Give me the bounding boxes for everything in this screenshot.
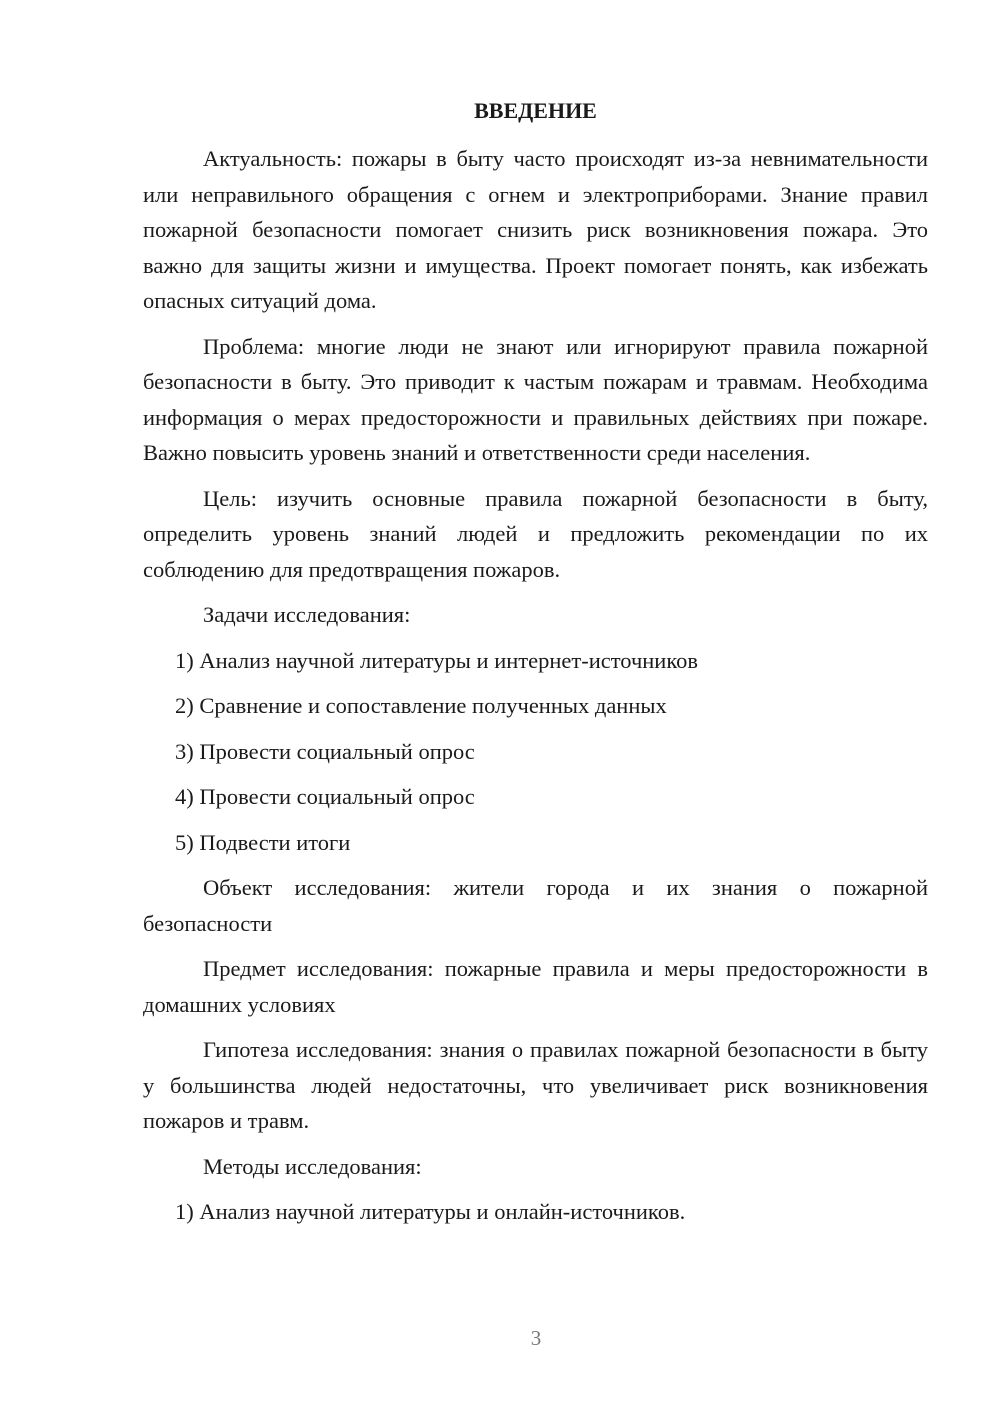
page-number: 3 (530, 1326, 542, 1350)
task-item: 2) Сравнение и сопоставление полученных данных (175, 693, 667, 718)
page-body (143, 93, 928, 1240)
method-item: 1) Анализ научной литературы и онлайн-источников. (175, 1199, 686, 1224)
section-title: ВВЕДЕНИЕ (474, 98, 597, 123)
task-item: 4) Провести социальный опрос (175, 784, 475, 809)
relevance-paragraph: Актуальность: пожары в быту часто происходят из-за невнимательности или неправильного обращения с огнем и электроприборами. Знание правил пожарной безопасности помогает снизить риск возникновения пожара. Это важно для защиты жизни и имущества. Проект помогает понять, как избежать опасных ситуаций дома. (143, 146, 928, 313)
task-item: 5) Подвести итоги (175, 829, 351, 855)
goal-paragraph: Цель: изучить основные правила пожарной безопасности в быту, определить уровень знаний людей и предложить рекомендации по их соблюдению для предотвращения пожаров. (143, 485, 928, 582)
object-paragraph: Объект исследования: жители города и их знания о пожарной безопасности (143, 875, 928, 936)
task-item: 3) Провести социальный опрос (175, 738, 475, 764)
methods-heading: Методы исследования: (203, 1153, 422, 1179)
subject-paragraph: Предмет исследования: пожарные правила и меры предосторожности в домашних условиях (143, 956, 928, 1017)
tasks-heading: Задачи исследования: (203, 602, 411, 627)
task-item: 1) Анализ научной литературы и интернет-источников (175, 647, 699, 673)
hypothesis-paragraph: Гипотеза исследования: знания о правилах пожарной безопасности в быту у большинства людей недостаточны, что увеличивает риск возникновения пожаров и травм. (143, 1037, 928, 1133)
problem-paragraph: Проблема: многие люди не знают или игнорируют правила пожарной безопасности в быту. Это приводит к частым пожарам и травмам. Необходима информация о мерах предосторожности и правильных действиях при пожаре. Важно повысить уровень знаний и ответственности среди населения. (143, 333, 928, 465)
